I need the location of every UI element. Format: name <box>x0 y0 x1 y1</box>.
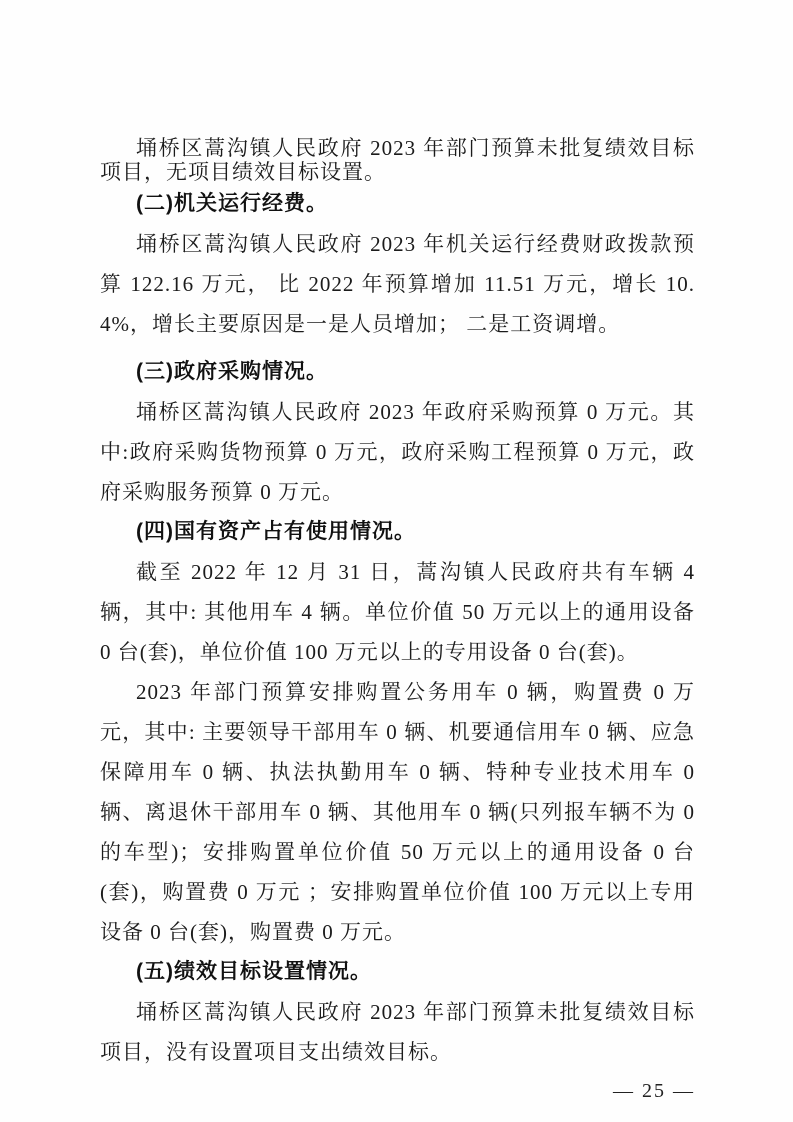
page-number: — 25 — <box>613 1080 695 1102</box>
body-paragraph: 埇桥区蒿沟镇人民政府 2023 年政府采购预算 0 万元。其中:政府采购货物预算 0 万元，政府采购工程预算 0 万元，政府采购服务预算 0 万元。 <box>100 400 695 504</box>
body-paragraph: 2023 年部门预算安排购置公务用车 0 辆，购置费 0 万元，其中: 主要领导干部用车 0 辆、机要通信用车 0 辆、应急保障用车 0 辆、执法执勤用车 0 辆、特种专业技术用车 0 辆、离退休干部用车 0 辆、其他用车 0 辆(只列报车辆不为 0 的车型)；安排购置单位价值 50 万元以上的通用设备 0 台(套)，购置费 0 万元 ；安排购置单位价值 100 万元以上专用设备 0 台(套)，购置费 0 万元。 <box>100 680 695 944</box>
section-heading: (三)政府采购情况。 <box>136 360 328 383</box>
document-body <box>100 136 695 1072</box>
body-paragraph: 埇桥区蒿沟镇人民政府 2023 年部门预算未批复绩效目标项目，没有设置项目支出绩效目标。 <box>100 1000 695 1064</box>
body-paragraph: 埇桥区蒿沟镇人民政府 2023 年部门预算未批复绩效目标项目，无项目绩效目标设置。 <box>100 136 695 184</box>
section-heading: (四)国有资产占有使用情况。 <box>136 520 416 543</box>
body-paragraph: 埇桥区蒿沟镇人民政府 2023 年机关运行经费财政拨款预算 122.16 万元， 比 2022 年预算增加 11.51 万元，增长 10.4%，增长主要原因是一是人员增加； 二是工资调增。 <box>100 232 695 336</box>
page-footer <box>100 1076 695 1106</box>
section-heading: (五)绩效目标设置情况。 <box>136 960 372 983</box>
body-paragraph: 截至 2022 年 12 月 31 日，蒿沟镇人民政府共有车辆 4 辆，其中: 其他用车 4 辆。单位价值 50 万元以上的通用设备 0 台(套)，单位价值 100 万元以上的专用设备 0 台(套)。 <box>100 560 695 664</box>
section-heading: (二)机关运行经费。 <box>136 192 328 215</box>
